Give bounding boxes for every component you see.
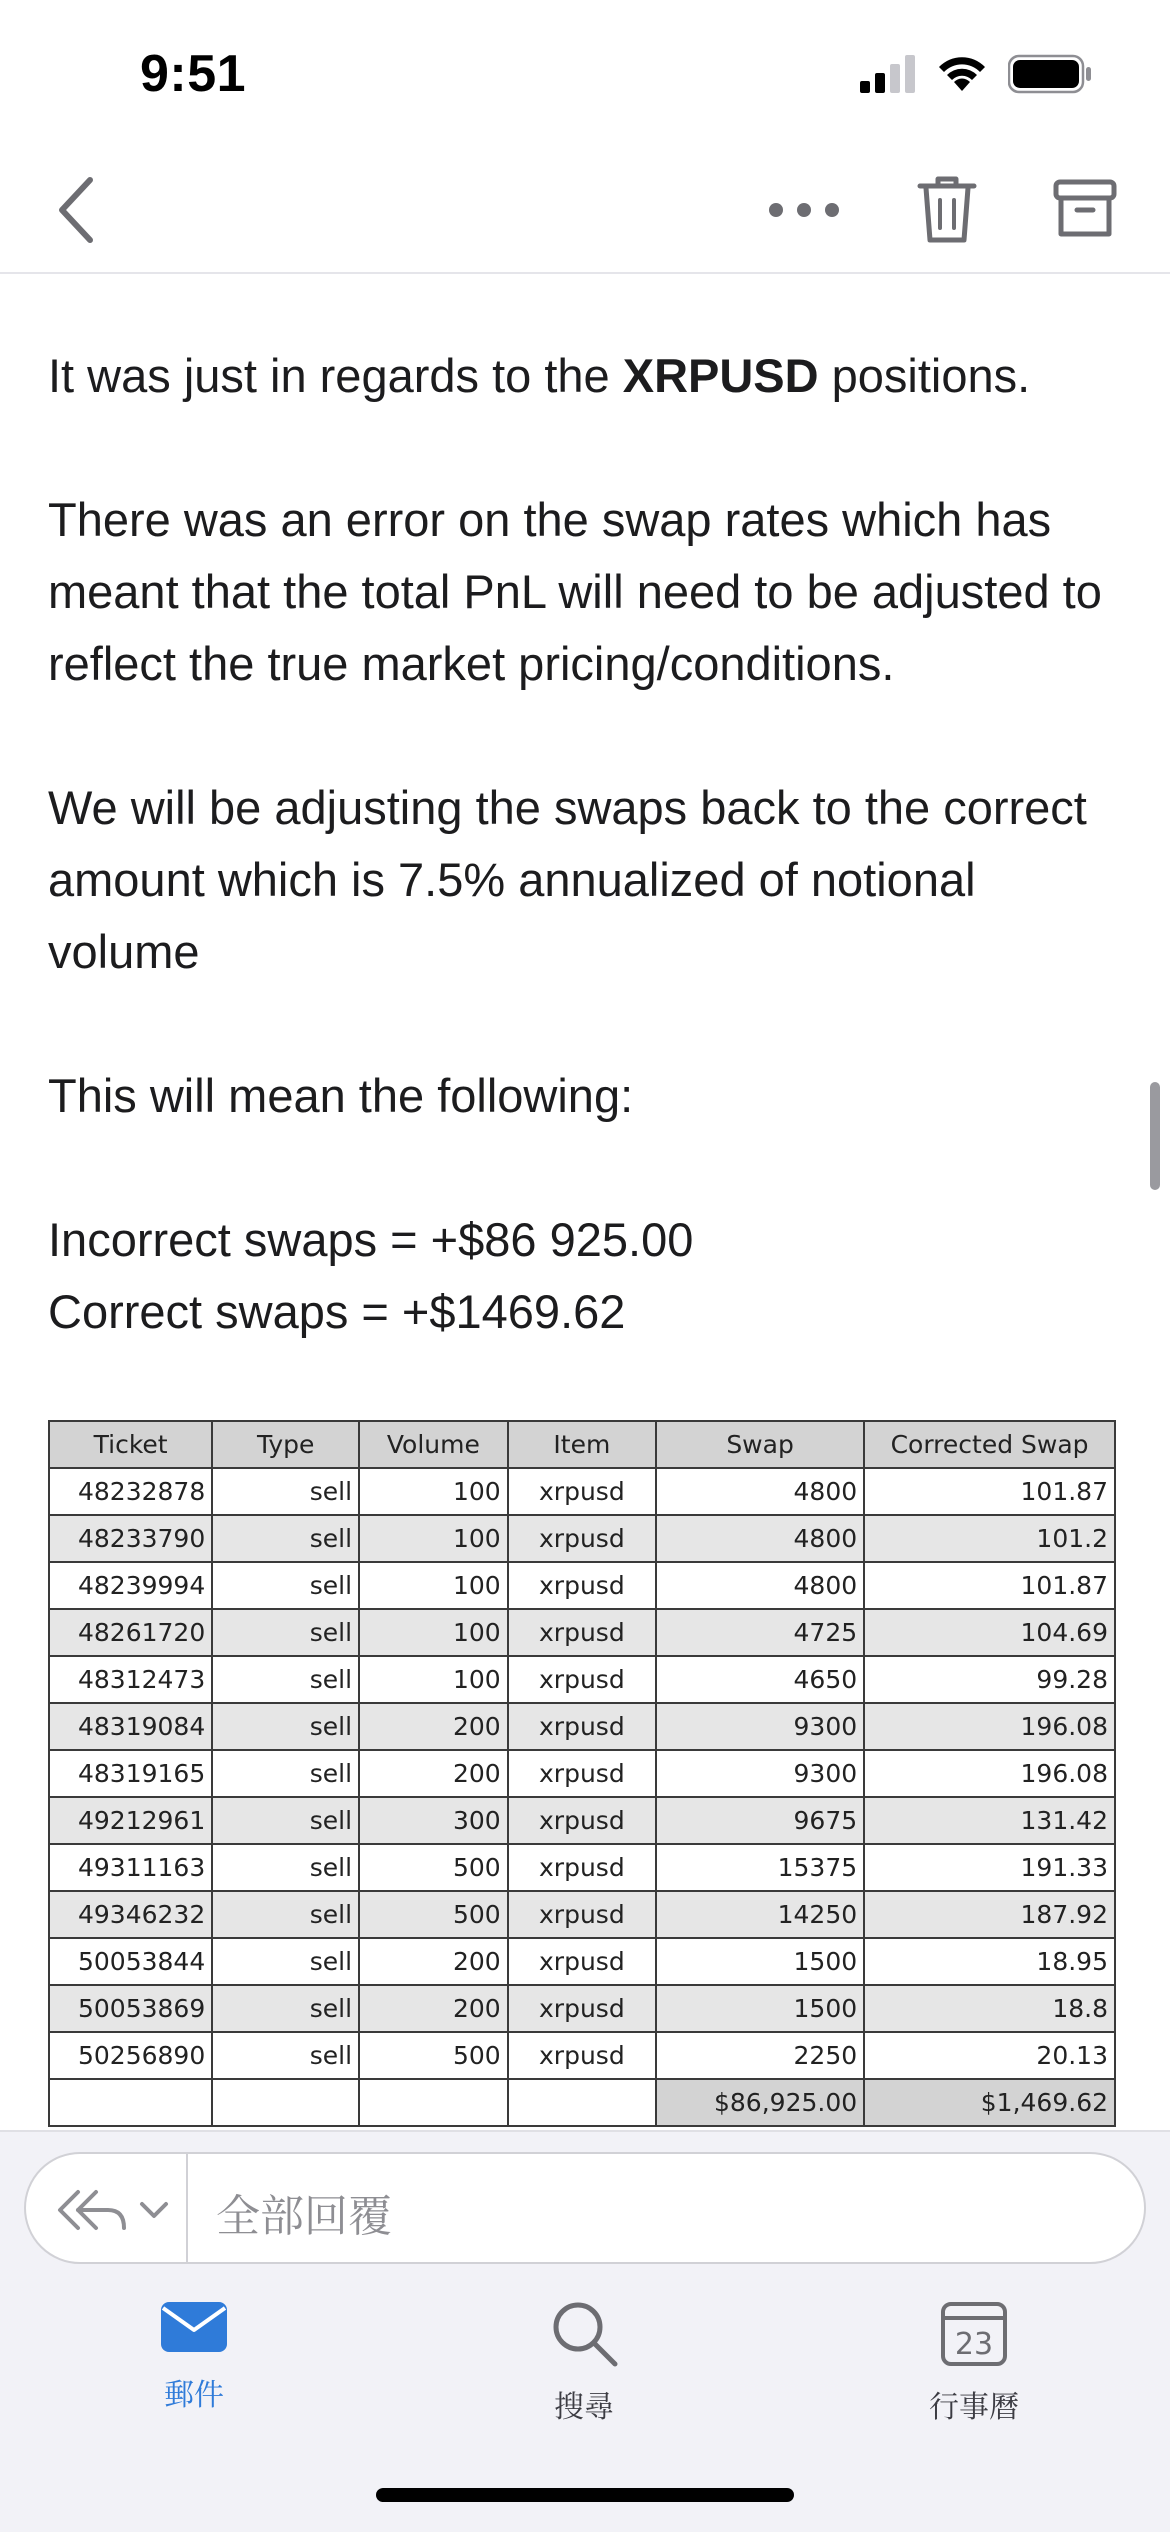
cell-corrected-swap: 196.08 <box>864 1750 1115 1797</box>
table-row <box>49 1750 1115 1797</box>
table-cell <box>212 2079 359 2126</box>
cell-corrected-swap: 104.69 <box>864 1609 1115 1656</box>
more-icon[interactable] <box>766 190 842 230</box>
cell-type: sell <box>212 2032 359 2079</box>
cell-ticket: 48319165 <box>49 1750 212 1797</box>
cell-swap: 4650 <box>656 1656 864 1703</box>
tab-mail-label: 郵件 <box>164 2378 224 2413</box>
table-row <box>49 1656 1115 1703</box>
cell-type: sell <box>212 1656 359 1703</box>
swap-table-image <box>48 1420 1116 2127</box>
cell-corrected-swap: 20.13 <box>864 2032 1115 2079</box>
cell-volume: 500 <box>359 2032 508 2079</box>
cell-type: sell <box>212 1797 359 1844</box>
cell-ticket: 49212961 <box>49 1797 212 1844</box>
table-row <box>49 1609 1115 1656</box>
cell-item: xrpusd <box>508 1609 656 1656</box>
cell-volume: 200 <box>359 1985 508 2032</box>
tab-mail[interactable] <box>94 2298 294 2414</box>
table-row <box>49 2032 1115 2079</box>
cell-type: sell <box>212 1562 359 1609</box>
cell-volume: 200 <box>359 1750 508 1797</box>
nav-bar <box>0 150 1170 274</box>
symbol-name: XRPUSD <box>622 349 819 402</box>
bottom-panel <box>0 2130 1170 2532</box>
archive-icon[interactable] <box>1052 176 1118 242</box>
cell-swap: 9300 <box>656 1703 864 1750</box>
cell-volume: 100 <box>359 1515 508 1562</box>
mail-icon <box>159 2298 229 2356</box>
chevron-left-icon[interactable] <box>48 170 108 250</box>
reply-divider <box>186 2154 188 2262</box>
table-row <box>49 1562 1115 1609</box>
cell-item: xrpusd <box>508 1844 656 1891</box>
cell-corrected-swap: 187.92 <box>864 1891 1115 1938</box>
calendar-icon <box>939 2298 1009 2368</box>
message-line-1 <box>48 340 1122 412</box>
table-cell <box>49 2079 212 2126</box>
status-time: 9:51 <box>140 45 247 103</box>
table-header-row <box>49 1421 1115 1468</box>
message-body <box>48 340 1122 1348</box>
cell-ticket: 50053869 <box>49 1985 212 2032</box>
cell-type: sell <box>212 1844 359 1891</box>
tab-search-label: 搜尋 <box>554 2390 614 2425</box>
tab-search[interactable] <box>484 2298 684 2426</box>
calendar-day: 23 <box>954 2327 994 2362</box>
cell-swap: 1500 <box>656 1985 864 2032</box>
cell-swap: 4800 <box>656 1468 864 1515</box>
trash-icon[interactable] <box>916 174 978 246</box>
cell-volume: 100 <box>359 1562 508 1609</box>
cell-ticket: 48239994 <box>49 1562 212 1609</box>
cell-swap: 4725 <box>656 1609 864 1656</box>
cell-volume: 500 <box>359 1844 508 1891</box>
cell-corrected-swap: 18.95 <box>864 1938 1115 1985</box>
cell-corrected-swap: 101.87 <box>864 1468 1115 1515</box>
message-paragraph-3: We will be adjusting the swaps back to the correct amount which is 7.5% annualized of notional volume <box>48 781 1087 978</box>
cell-swap: 15375 <box>656 1844 864 1891</box>
cell-corrected-swap: 131.42 <box>864 1797 1115 1844</box>
cell-item: xrpusd <box>508 1750 656 1797</box>
swap-table <box>48 1420 1116 2127</box>
table-row <box>49 1468 1115 1515</box>
cell-type: sell <box>212 1515 359 1562</box>
cell-item: xrpusd <box>508 1891 656 1938</box>
cell-volume: 100 <box>359 1656 508 1703</box>
cell-ticket: 48261720 <box>49 1609 212 1656</box>
cell-swap: 14250 <box>656 1891 864 1938</box>
col-header-ticket: Ticket <box>49 1421 212 1468</box>
cell-item: xrpusd <box>508 1938 656 1985</box>
cell-swap: 9675 <box>656 1797 864 1844</box>
cell-ticket: 48233790 <box>49 1515 212 1562</box>
cell-ticket: 49311163 <box>49 1844 212 1891</box>
cell-item: xrpusd <box>508 1656 656 1703</box>
search-icon <box>549 2298 619 2368</box>
wifi-icon <box>936 55 988 93</box>
col-header-item: Item <box>508 1421 656 1468</box>
table-row <box>49 1844 1115 1891</box>
table-row <box>49 1891 1115 1938</box>
cell-type: sell <box>212 1703 359 1750</box>
tab-calendar-label: 行事曆 <box>929 2390 1019 2425</box>
reply-all-bar[interactable] <box>24 2152 1146 2264</box>
message-paragraph-2: There was an error on the swap rates which has meant that the total PnL will need to be adjusted to reflect the true market pricing/conditions. <box>48 493 1102 690</box>
cell-volume: 100 <box>359 1468 508 1515</box>
cell-corrected-swap: 99.28 <box>864 1656 1115 1703</box>
cell-type: sell <box>212 1891 359 1938</box>
col-header-type: Type <box>212 1421 359 1468</box>
cell-volume: 200 <box>359 1703 508 1750</box>
cell-ticket: 50053844 <box>49 1938 212 1985</box>
table-row <box>49 1938 1115 1985</box>
table-total-row <box>49 2079 1115 2126</box>
cell-volume: 300 <box>359 1797 508 1844</box>
cell-swap: 4800 <box>656 1515 864 1562</box>
cell-ticket: 49346232 <box>49 1891 212 1938</box>
cell-ticket: 50256890 <box>49 2032 212 2079</box>
cell-item: xrpusd <box>508 1703 656 1750</box>
table-cell <box>508 2079 656 2126</box>
message-text: positions. <box>818 349 1031 402</box>
cell-corrected-swap: 101.87 <box>864 1562 1115 1609</box>
cell-type: sell <box>212 1468 359 1515</box>
table-row <box>49 1797 1115 1844</box>
col-header-swap: Swap <box>656 1421 864 1468</box>
cell-type: sell <box>212 1938 359 1985</box>
total-corrected-swap: $1,469.62 <box>864 2079 1115 2126</box>
scroll-indicator[interactable] <box>1150 1082 1160 1190</box>
cell-type: sell <box>212 1750 359 1797</box>
cell-volume: 100 <box>359 1609 508 1656</box>
cell-item: xrpusd <box>508 1515 656 1562</box>
message-text: It was just in regards to the <box>48 349 623 402</box>
tab-calendar[interactable] <box>874 2298 1074 2426</box>
message-paragraph-4: This will mean the following: <box>48 1069 634 1122</box>
table-row <box>49 1703 1115 1750</box>
cellular-signal-icon <box>860 55 916 93</box>
cell-volume: 500 <box>359 1891 508 1938</box>
cell-ticket: 48232878 <box>49 1468 212 1515</box>
cell-item: xrpusd <box>508 1562 656 1609</box>
cell-swap: 1500 <box>656 1938 864 1985</box>
battery-icon <box>1008 54 1092 94</box>
cell-corrected-swap: 101.2 <box>864 1515 1115 1562</box>
status-icons <box>860 54 1092 94</box>
cell-corrected-swap: 191.33 <box>864 1844 1115 1891</box>
incorrect-swaps: Incorrect swaps = +$86 925.00 <box>48 1213 694 1266</box>
table-row <box>49 1515 1115 1562</box>
reply-all-input[interactable]: 全部回覆 <box>216 2191 392 2242</box>
home-indicator <box>376 2488 794 2502</box>
cell-swap: 4800 <box>656 1562 864 1609</box>
reply-all-icon[interactable] <box>56 2184 196 2236</box>
cell-ticket: 48312473 <box>49 1656 212 1703</box>
table-row <box>49 1985 1115 2032</box>
cell-type: sell <box>212 1985 359 2032</box>
cell-item: xrpusd <box>508 1797 656 1844</box>
cell-corrected-swap: 18.8 <box>864 1985 1115 2032</box>
cell-item: xrpusd <box>508 1468 656 1515</box>
cell-swap: 2250 <box>656 2032 864 2079</box>
table-cell <box>359 2079 508 2126</box>
cell-volume: 200 <box>359 1938 508 1985</box>
total-swap: $86,925.00 <box>656 2079 864 2126</box>
cell-ticket: 48319084 <box>49 1703 212 1750</box>
status-bar <box>0 0 1170 150</box>
cell-swap: 9300 <box>656 1750 864 1797</box>
col-header-corrected-swap: Corrected Swap <box>864 1421 1115 1468</box>
cell-corrected-swap: 196.08 <box>864 1703 1115 1750</box>
col-header-volume: Volume <box>359 1421 508 1468</box>
cell-item: xrpusd <box>508 2032 656 2079</box>
correct-swaps: Correct swaps = +$1469.62 <box>48 1285 626 1338</box>
cell-item: xrpusd <box>508 1985 656 2032</box>
cell-type: sell <box>212 1609 359 1656</box>
